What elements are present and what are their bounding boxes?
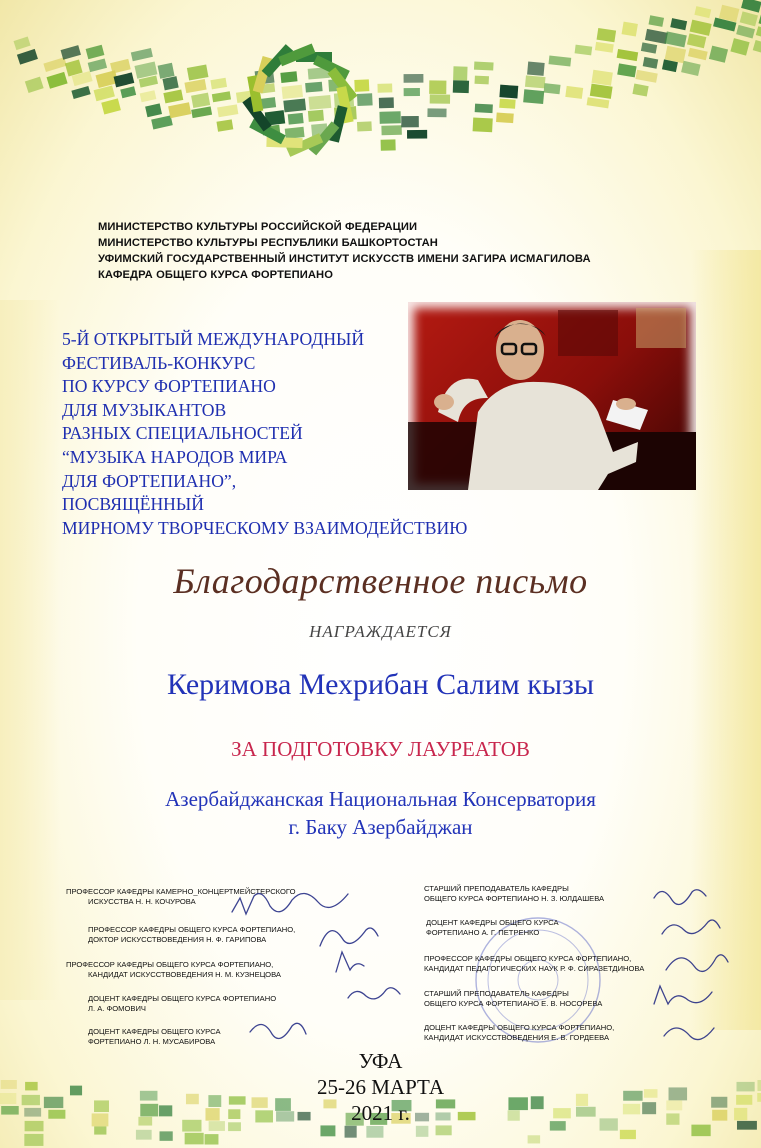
recipient-organization [0, 785, 761, 841]
signatory-name: ФОРТЕПИАНО Л. Н. МУСАБИРОВА [88, 1037, 216, 1046]
awarded-label: НАГРАЖДАЕТСЯ [309, 622, 452, 641]
recipient-name: Керимова Мехрибан Салим кызы [166, 668, 595, 701]
signatory-title: ДОЦЕНТ КАФЕДРЫ ОБЩЕГО КУРСА [88, 1027, 221, 1036]
ministry-line: УФИМСКИЙ ГОСУДАРСТВЕННЫЙ ИНСТИТУТ ИСКУССТВ ИМЕНИ ЗАГИРА ИСМАГИЛОВА [98, 253, 591, 265]
signatory-title: СТАРШИЙ ПРЕПОДАВАТЕЛЬ КАФЕДРЫ [424, 884, 569, 893]
issue-place-and-date [0, 1048, 761, 1126]
ministry-line: МИНИСТЕРСТВО КУЛЬТУРЫ РЕСПУБЛИКИ БАШКОРТОСТАН [98, 237, 438, 249]
signatory-name: КАНДИДАТ ПЕДАГОГИЧЕСКИХ НАУК Р. Ф. СИРАЗЕТДИНОВА [424, 964, 645, 973]
portrait-photo [408, 302, 696, 490]
signatory-title: ПРОФЕССОР КАФЕДРЫ ОБЩЕГО КУРСА ФОРТЕПИАНО, [88, 925, 296, 934]
signatory-name: ИСКУССТВА Н. Н. КОЧУРОВА [88, 897, 196, 906]
festival-line: ДЛЯ МУЗЫКАНТОВ [62, 399, 227, 420]
portrait-illustration [408, 302, 696, 490]
signatory-title: ДОЦЕНТ КАФЕДРЫ ОБЩЕГО КУРСА [426, 918, 559, 927]
signatory-name: ОБЩЕГО КУРСА ФОРТЕПИАНО Н. З. ЮЛДАШЕВА [424, 894, 605, 903]
signatory-left-1 [66, 887, 296, 907]
ministry-line: МИНИСТЕРСТВО КУЛЬТУРЫ РОССИЙСКОЙ ФЕДЕРАЦИИ [98, 221, 418, 233]
signatory-title: ПРОФЕССОР КАФЕДРЫ КАМЕРНО_КОНЦЕРТМЕЙСТЕРСКОГО [66, 887, 296, 896]
signatory-right-1 [424, 884, 604, 904]
festival-line: ФЕСТИВАЛЬ-КОНКУРС [62, 352, 256, 373]
organization-location: г. Баку Азербайджан [288, 815, 473, 839]
mosaic-tile [320, 1125, 335, 1136]
mosaic-tile [345, 1126, 357, 1138]
festival-line: ПОСВЯЩЁННЫЙ [62, 494, 204, 515]
mosaic-tile [136, 1130, 152, 1140]
festival-title [62, 328, 467, 540]
signatory-left-3 [66, 960, 281, 980]
signatory-title: ДОЦЕНТ КАФЕДРЫ ОБЩЕГО КУРСА ФОРТЕПИАНО [88, 994, 277, 1003]
mosaic-tile [436, 1125, 452, 1135]
signatory-name: ФОРТЕПИАНО А. Г. ПЕТРЕНКО [426, 928, 540, 937]
issue-year: 2021 г. [351, 1101, 410, 1125]
mosaic-tile [416, 1126, 429, 1137]
festival-line: РАЗНЫХ СПЕЦИАЛЬНОСТЕЙ [62, 423, 303, 444]
signatory-title: ПРОФЕССОР КАФЕДРЫ ОБЩЕГО КУРСА ФОРТЕПИАНО, [424, 954, 632, 963]
festival-line: 5-Й ОТКРЫТЫЙ МЕЖДУНАРОДНЫЙ [62, 329, 365, 349]
signatory-title: ПРОФЕССОР КАФЕДРЫ ОБЩЕГО КУРСА ФОРТЕПИАНО, [66, 960, 274, 969]
festival-line: ДЛЯ ФОРТЕПИАНО”, [62, 470, 237, 491]
signatory-right-4 [424, 989, 602, 1009]
mosaic-tile [366, 1126, 383, 1138]
mosaic-tile [205, 1134, 219, 1144]
signatory-right-5 [424, 1023, 614, 1043]
festival-line: ПО КУРСУ ФОРТЕПИАНО [62, 376, 276, 397]
signatory-name: Л. А. ФОМОВИЧ [88, 1004, 146, 1013]
signatory-left-4 [88, 994, 276, 1014]
mosaic-tile [691, 1125, 710, 1137]
signatory-name: КАНДИДАТ ИСКУССТВОВЕДЕНИЯ Н. М. КУЗНЕЦОВА [88, 970, 281, 979]
signatory-left-5 [88, 1027, 221, 1047]
mosaic-tile [620, 1130, 636, 1139]
award-reason: ЗА ПОДГОТОВКУ ЛАУРЕАТОВ [231, 737, 530, 761]
mosaic-tile [185, 1133, 204, 1145]
festival-line: “МУЗЫКА НАРОДОВ МИРА [62, 446, 288, 467]
issue-city: УФА [358, 1049, 403, 1073]
certificate-title: Благодарственное письмо [173, 561, 588, 601]
signatory-name: КАНДИДАТ ИСКУССТВОВЕДЕНИЯ Е. В. ГОРДЕЕВА [424, 1033, 610, 1042]
mosaic-tile [24, 1134, 43, 1146]
signatory-left-2 [88, 925, 295, 945]
signatory-name: ДОКТОР ИСКУССТВОВЕДЕНИЯ Н. Ф. ГАРИПОВА [88, 935, 267, 944]
organization-name: Азербайджанская Национальная Консерватория [165, 787, 596, 811]
signatory-right-2 [426, 918, 559, 938]
issue-dates: 25-26 МАРТА [317, 1075, 444, 1099]
mosaic-tile [94, 1126, 106, 1134]
signatory-right-3 [424, 954, 644, 974]
signatory-title: СТАРШИЙ ПРЕПОДАВАТЕЛЬ КАФЕДРЫ [424, 989, 569, 998]
signatory-name: ОБЩЕГО КУРСА ФОРТЕПИАНО Е. В. НОСОРЕВА [424, 999, 603, 1008]
mosaic-tile [528, 1135, 540, 1143]
ministry-line: КАФЕДРА ОБЩЕГО КУРСА ФОРТЕПИАНО [98, 269, 334, 281]
ministry-header [98, 219, 591, 283]
mosaic-tile [160, 1131, 173, 1140]
festival-line: МИРНОМУ ТВОРЧЕСКОМУ ВЗАИМОДЕЙСТВИЮ [62, 517, 468, 538]
signatory-title: ДОЦЕНТ КАФЕДРЫ ОБЩЕГО КУРСА ФОРТЕПИАНО, [424, 1023, 615, 1032]
